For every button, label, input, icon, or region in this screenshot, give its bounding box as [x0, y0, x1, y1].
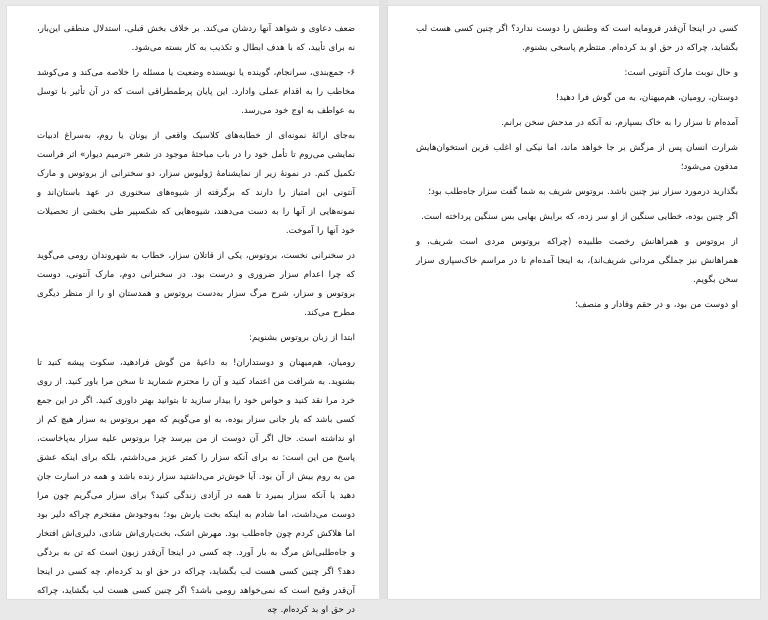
paragraph: ابتدا از زبان بروتوس بشنویم:: [249, 333, 355, 343]
paragraph: او دوست من بود، و در حقم وفادار و منصف؛: [575, 300, 738, 310]
paragraph: ضعف دعاوی و شواهد آنها رد‌شان می‌کند. بر خلاف بخش قبلی، استدلال منطقی این‌بار، نه برای تأیید، که با هدف ابطال و تکذیب به کار بسته می‌شود.: [37, 24, 355, 53]
paragraph: و حال نوبت مارک آنتونی است:: [624, 68, 738, 78]
paragraph: شرارت انسان پس از مرگش بر جا خواهد ماند، اما نیکی او اغلب قرین استخوان‌هایش مدفون می‌شود؛: [416, 143, 738, 172]
page-divider: [379, 0, 388, 599]
right-page: [388, 6, 760, 599]
paragraph: کسی در اینجا آن‌قدر فرومایه است که وطنش را دوست ندارد؟ اگر چنین کسی هست لب بگشاید، چراکه در حق او بد کرده‌ام. منتظرم پاسخی بشنوم.: [416, 24, 738, 53]
left-page: [7, 6, 379, 615]
paragraph: اگر چنین بوده، خطایی سنگین از او سر زده، که برایش بهایی بس سنگین پرداخته است.: [421, 212, 738, 222]
paragraph: در سخنرانی نخست، بروتوس، یکی از قاتلان سزار، خطاب به شهروندان رومی می‌گوید که چرا اعدام سزار ضروری و درست بود. در سخنرانی دوم، مارک آنتونی، دوست بروتوس و سزار، شرح مرگ سزار به‌دست بروتوس و همدستان او را از منظر دیگری مطرح می‌کند.: [37, 251, 355, 318]
paragraph: رومیان، هم‌میهنان و دوستداران! به داعیهٔ من گوش فرادهید، سکوت پیشه کنید تا بشنوید. به شرافت من اعتماد کنید و آن را محترم شمارید تا سخن مرا باور کنید. از روی خرد مرا نقد کنید و حواس خود را بیدار سازید تا بتوانید بهتر داوری کنید. اگر در این جمع کسی باشد که یار جانی سزار بوده، به او می‌گویم که مهر بروتوس به سزار هیچ کم از او نداشته است. حال اگر آن دوست از من بپرسد چرا بروتوس علیه سزار به‌پاخاست، پاسخ من این است: نه برای آنکه سزار را کمتر عزیز می‌داشتم، بلکه برای اینکه عشق من به روم بیش از آن بود. آیا خوش‌تر می‌داشتید سزار زنده باشد و همه در اسارت جان دهید یا آنکه سزار بمیرد تا همه در آزادی زندگی کنید؟ برای سزار می‌گریم چون مرا دوست می‌داشت، اما شادم به اینکه بخت یارش بود؛ به‌وجودش مفتخرم چراکه دلیر بود اما هلاکش کردم چون جاه‌طلب بود. مهرش اشک، بخت‌یاری‌اش شادی، دلیری‌اش افتخار و جاه‌طلبی‌اش مرگ به بار آورد. چه کسی در اینجا آن‌قدر زبون است که تن به بردگی دهد؟ اگر چنین کسی هست لب بگشاید، چراکه در حق او بد کرده‌ام. چه کسی در اینجا آن‌قدر وقیح است که نمی‌خواهد رومی باشد؟ اگر چنین کسی هست لب بگشاید، چراکه در حق او بد کرده‌ام. چه: [37, 358, 355, 615]
paragraph: بگذارید درمورد سزار نیز چنین باشد. بروتوس شریف به شما گفت سزار جاه‌طلب بود؛: [428, 187, 738, 197]
paragraph: دوستان، رومیان، هم‌میهنان، به من گوش فرا دهید!: [555, 93, 738, 103]
paragraph: ۶- جمع‌بندی، سرانجام، گوینده یا نویسنده وضعیت یا مسئله را خلاصه می‌کند و می‌کوشد مخاطب را به اقدام عملی وادارد. این پایان پرطمطراقی است که در آن تأثیر با توسل به عواطف به اوج خود می‌رسد.: [37, 68, 355, 116]
paragraph: به‌جای ارائهٔ نمونه‌ای از خطابه‌های کلاسیک واقعی از یونان یا روم، به‌سراغ ادبیات نمایشی می‌روم تا تأمل خود را در باب مباحثهٔ موجود در شعر «ترمیم دیوار» اثر فراست تکمیل کنم. در نمونهٔ زیر از نمایشنامهٔ ژولیوس سزار، دو سخنرانی از بروتوس و مارک آنتونی این امتیاز را دارند که برگرفته از شیوه‌های سخنوری در عهد باستان‌اند و نمونه‌هایی از آنها را به دست می‌دهند، شیوه‌هایی که شکسپیر طی بخشی از تحصیلات خود آنها را آموخت.: [37, 131, 355, 236]
paragraph: آمده‌ام تا سزار را به خاک بسپارم، نه آنکه در مدحش سخن برانم.: [501, 118, 738, 128]
paragraph: از بروتوس و همراهانش رخصت طلبیده (چراکه بروتوس مردی است شریف، و همراهانش نیز جملگی مردانی شریف‌اند)، به اینجا آمده‌ام تا در مراسم خاک‌سپاری سزار سخن بگویم.: [416, 237, 738, 285]
